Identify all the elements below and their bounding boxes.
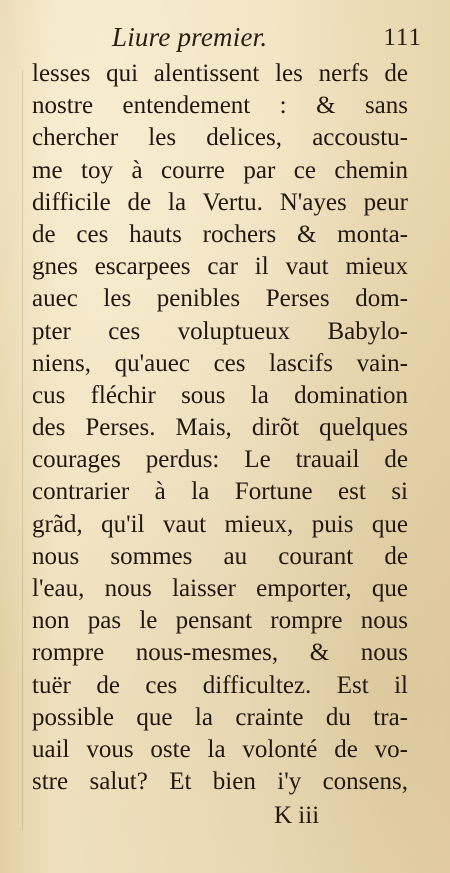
text-line: lesses qui alentissent les nerfs de — [32, 60, 408, 87]
body-text — [32, 58, 408, 798]
running-head — [0, 20, 450, 60]
text-line: chercher les delices, accoustu- — [32, 124, 408, 152]
text-line: courages perdus: Le trauail de — [32, 446, 408, 474]
text-line: rompre nous-mesmes, & nous — [32, 639, 408, 667]
page-fold-shadow — [22, 70, 23, 830]
text-line: possible que la crainte du tra- — [32, 703, 408, 731]
text-line: me toy à courre par ce chemin — [32, 156, 408, 184]
page-number: 111 — [383, 24, 422, 51]
text-line: niens, qu'auec ces lascifs vain- — [32, 349, 408, 377]
text-line: nous sommes au courant de — [32, 542, 408, 570]
signature-mark: K iii — [274, 802, 320, 829]
text-line: contrarier à la Fortune est si — [32, 478, 408, 506]
text-line: gnes escarpees car il vaut mieux — [32, 253, 408, 281]
text-line: uail vous oste la volonté de vo- — [32, 735, 408, 763]
text-line: stre salut? Et bien i'y consens, — [32, 768, 408, 796]
text-line: de ces hauts rochers & monta- — [32, 220, 408, 248]
text-line: auec les penibles Perses dom- — [32, 285, 408, 313]
text-line: pter ces voluptueux Babylo- — [32, 317, 408, 345]
text-line: non pas le pensant rompre nous — [32, 607, 408, 635]
text-line: grãd, qu'il vaut mieux, puis que — [32, 510, 408, 538]
running-head-title: Liure premier. — [112, 22, 268, 52]
text-line: tuër de ces difficultez. Est il — [32, 671, 408, 699]
text-line: nostre entendement : & sans — [32, 92, 408, 120]
text-line: difficile de la Vertu. N'ayes peur — [32, 188, 408, 216]
text-line: des Perses. Mais, dirõt quelques — [32, 414, 408, 442]
text-line: l'eau, nous laisser emporter, que — [32, 575, 408, 602]
text-line: cus fléchir sous la domination — [32, 381, 408, 409]
